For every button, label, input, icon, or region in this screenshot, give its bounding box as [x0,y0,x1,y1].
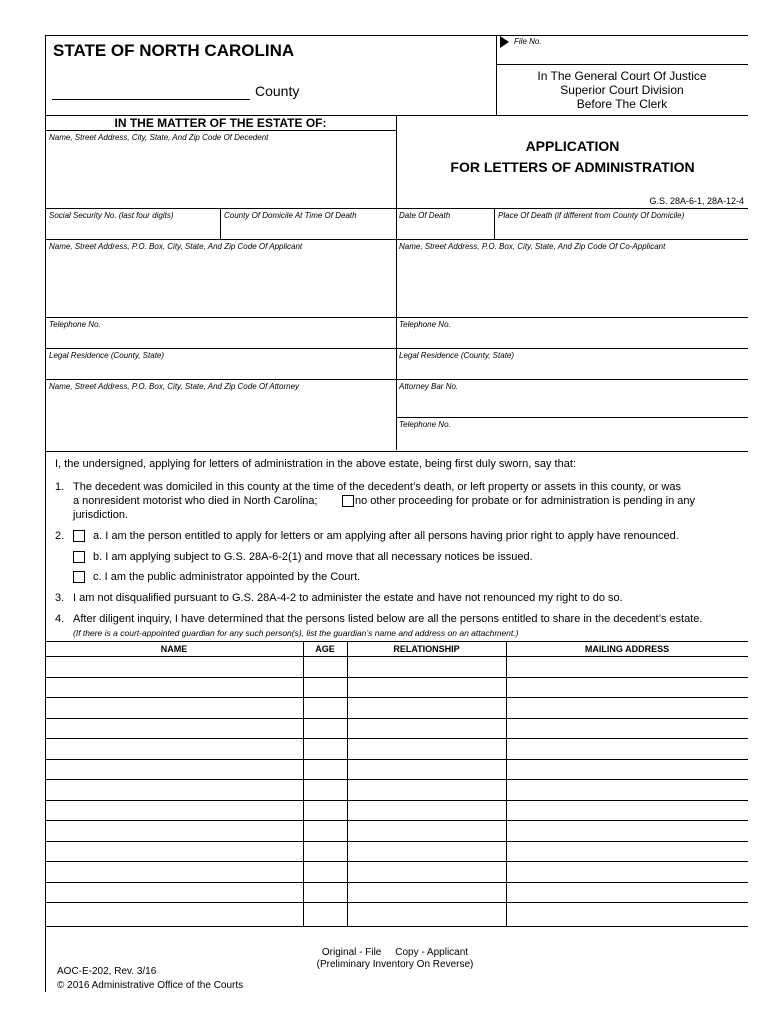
heir-age-cell[interactable] [305,760,345,779]
table-header-relationship: RELATIONSHIP [393,644,460,654]
copyright: © 2016 Administrative Office of the Courts [57,980,244,991]
row-line-379 [45,379,748,380]
heir-age-cell[interactable] [305,719,345,738]
reverse-note: (Preliminary Inventory On Reverse) [316,959,474,970]
heir-age-cell[interactable] [305,862,345,881]
file-no-line [496,64,748,65]
row-line-348 [45,348,748,349]
heir-name-cell[interactable] [47,698,301,717]
table-col-line-1 [303,641,304,926]
attorney-field[interactable] [47,393,394,449]
county-domicile-field[interactable] [222,221,394,237]
heir-age-cell[interactable] [305,883,345,902]
table-row-line [45,677,748,678]
table-row-line [45,861,748,862]
ssn-field[interactable] [47,221,218,237]
applicant-residence-field[interactable] [47,361,394,377]
table-header-name: NAME [160,644,188,654]
court-line-1: In The General Court Of Justice [537,69,707,83]
heir-mailing-address-cell[interactable] [508,657,746,676]
heir-age-cell[interactable] [305,821,345,840]
estate-matter-heading: IN THE MATTER OF THE ESTATE OF: [114,116,327,130]
copy-distribution: Original - File Copy - Applicant [321,947,469,958]
heir-mailing-address-cell[interactable] [508,801,746,820]
county-underline [52,99,250,100]
heir-relationship-cell[interactable] [349,842,504,861]
form-title [397,136,748,178]
item2-number: 2. [55,530,65,542]
decedent-field[interactable] [47,144,394,206]
table-row-line [45,759,748,760]
heir-relationship-cell[interactable] [349,760,504,779]
heir-mailing-address-cell[interactable] [508,862,746,881]
heir-name-cell[interactable] [47,842,301,861]
file-no-marker [500,36,509,48]
heir-relationship-cell[interactable] [349,719,504,738]
heir-relationship-cell[interactable] [349,739,504,758]
item2a-text: a. I am the person entitled to apply for letters or am applying after all persons having prior right to apply have renounced. [93,530,679,542]
table-row-line [45,718,748,719]
applicant-telephone-field[interactable] [47,330,394,346]
heir-mailing-address-cell[interactable] [508,678,746,697]
heir-name-cell[interactable] [47,801,301,820]
heir-relationship-cell[interactable] [349,780,504,799]
heir-mailing-address-cell[interactable] [508,842,746,861]
item1-line2a: a nonresident motorist who died in North Carolina; [73,495,318,507]
heir-relationship-cell[interactable] [349,883,504,902]
table-header-age: AGE [315,644,335,654]
date-death-label: Date Of Death [399,211,451,220]
coapplicant-residence-field[interactable] [398,361,746,377]
attorney-telephone-label: Telephone No. [399,420,451,429]
heir-mailing-address-cell[interactable] [508,760,746,779]
table-row-line [45,800,748,801]
heir-relationship-cell[interactable] [349,678,504,697]
heir-relationship-cell[interactable] [349,801,504,820]
heir-age-cell[interactable] [305,657,345,676]
item2b-checkbox[interactable] [73,551,85,563]
item2a-checkbox[interactable] [73,530,85,542]
item2c-checkbox[interactable] [73,571,85,583]
item3-number: 3. [55,592,65,604]
coapplicant-field[interactable] [398,253,746,315]
coapplicant-residence-label: Legal Residence (County, State) [399,351,515,360]
title-line-1: APPLICATION [525,138,620,154]
item4-number: 4. [55,613,65,625]
file-no-label: File No. [514,37,542,46]
heir-mailing-address-cell[interactable] [508,698,746,717]
heir-mailing-address-cell[interactable] [508,719,746,738]
heir-name-cell[interactable] [47,780,301,799]
heir-name-cell[interactable] [47,903,301,922]
applicant-label: Name, Street Address, P.O. Box, City, State, And Zip Code Of Applicant [49,242,303,251]
heir-relationship-cell[interactable] [349,903,504,922]
table-row-line [45,882,748,883]
date-death-field[interactable] [398,221,492,237]
heir-name-cell[interactable] [47,739,301,758]
applicant-residence-label: Legal Residence (County, State) [49,351,165,360]
item2c-text: c. I am the public administrator appointed by the Court. [93,571,361,583]
heir-relationship-cell[interactable] [349,657,504,676]
decedent-label: Name, Street Address, City, State, And Zip Code Of Decedent [49,133,269,142]
heir-mailing-address-cell[interactable] [508,780,746,799]
heir-mailing-address-cell[interactable] [508,821,746,840]
applicant-field[interactable] [47,253,394,315]
heir-age-cell[interactable] [305,842,345,861]
matter-heading-line [45,130,397,131]
table-bottom-line [45,926,748,927]
table-row-line [45,841,748,842]
table-top-line [45,641,748,642]
form-number: AOC-E-202, Rev. 3/16 [57,966,157,977]
court-line-3: Before The Clerk [576,97,668,111]
item1-line1: The decedent was domiciled in this county at the time of the decedent’s death, or left property or assets in this county, or was [73,481,681,493]
heir-relationship-cell[interactable] [349,821,504,840]
heir-mailing-address-cell[interactable] [508,903,746,922]
heir-age-cell[interactable] [305,678,345,697]
heir-relationship-cell[interactable] [349,698,504,717]
court-line-2: Superior Court Division [560,83,684,97]
date-divider [494,208,495,239]
table-row-line [45,820,748,821]
heir-name-cell[interactable] [47,862,301,881]
attorney-bar-field[interactable] [398,393,746,415]
table-header-mailing: MAILING ADDRESS [584,644,670,654]
title-line-2: FOR LETTERS OF ADMINISTRATION [450,159,695,175]
item1-number: 1. [55,481,65,493]
heir-name-cell[interactable] [47,678,301,697]
ssn-divider [220,208,221,239]
heir-age-cell[interactable] [305,698,345,717]
item4-note: (If there is a court-appointed guardian for any such person(s), list the guardian’s name and address on an attachment.) [73,628,519,638]
heir-mailing-address-cell[interactable] [508,883,746,902]
place-death-field[interactable] [496,221,746,237]
county-field[interactable] [52,83,250,99]
item1-checkbox[interactable] [342,495,354,507]
item1-line2b: no other proceeding for probate or for administration is pending in any [355,495,695,507]
table-row-line [45,697,748,698]
heir-age-cell[interactable] [305,739,345,758]
attorney-label: Name, Street Address, P.O. Box, City, State, And Zip Code Of Attorney [49,382,300,391]
item2b-text: b. I am applying subject to G.S. 28A-6-2(1) and move that all necessary notices be issued. [93,551,533,563]
footer-copies [270,947,520,971]
intro-statement: I, the undersigned, applying for letters of administration in the above estate, being first duly sworn, say that: [55,458,576,470]
heir-relationship-cell[interactable] [349,862,504,881]
coapplicant-label: Name, Street Address, P.O. Box, City, State, And Zip Code Of Co-Applicant [399,242,666,251]
applicant-telephone-label: Telephone No. [49,320,101,329]
heir-mailing-address-cell[interactable] [508,739,746,758]
heir-name-cell[interactable] [47,821,301,840]
attorney-telephone-field[interactable] [398,431,746,449]
row-line-317 [45,317,748,318]
heir-age-cell[interactable] [305,903,345,922]
table-row-line [45,738,748,739]
heir-name-cell[interactable] [47,760,301,779]
heir-age-cell[interactable] [305,801,345,820]
table-col-line-2 [347,641,348,926]
row-line-417 [396,417,748,418]
coapplicant-telephone-label: Telephone No. [399,320,451,329]
file-no-field[interactable] [500,48,747,62]
table-row-line [45,779,748,780]
table-col-line-3 [506,641,507,926]
county-label: County [255,83,300,99]
heir-name-cell[interactable] [47,657,301,676]
table-row-line [45,902,748,903]
ssn-label: Social Security No. (last four digits) [49,211,174,220]
heir-name-cell[interactable] [47,719,301,738]
attorney-bar-label: Attorney Bar No. [399,382,459,391]
item4-text: After diligent inquiry, I have determined that the persons listed below are all the persons entitled to share in the decedent’s estate. [73,613,703,625]
state-title: STATE OF NORTH CAROLINA [53,41,295,60]
statute-ref: G.S. 28A-6-1, 28A-12-4 [649,196,744,206]
court-info [496,69,748,111]
item1-line3: jurisdiction. [73,509,129,521]
place-death-label: Place Of Death (if different from County Of Domicile) [498,211,685,220]
row-line-239 [45,239,748,240]
heir-age-cell[interactable] [305,780,345,799]
row-line-451 [45,451,748,452]
county-domicile-label: County Of Domicile At Time Of Death [224,211,357,220]
coapplicant-telephone-field[interactable] [398,330,746,346]
middle-divider [396,208,397,450]
heir-name-cell[interactable] [47,883,301,902]
item3-text: I am not disqualified pursuant to G.S. 28A-4-2 to administer the estate and have not renounced my right to do so. [73,592,623,604]
